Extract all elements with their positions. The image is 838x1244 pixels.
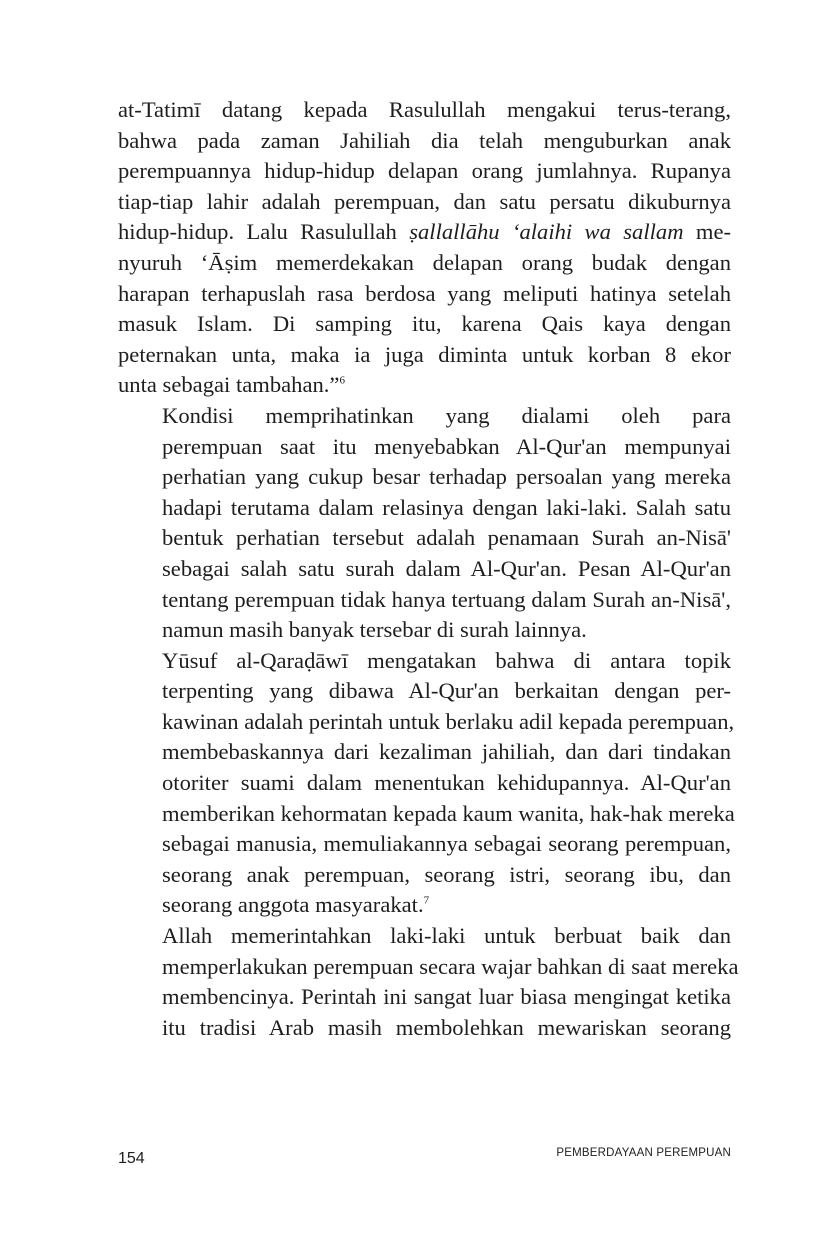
- running-title: PEMBERDAYAAN PEREMPUAN: [556, 1147, 731, 1159]
- text-line: seorang anak perempuan, seorang istri, seorang ibu, dan: [162, 861, 731, 887]
- text-line: itu tradisi Arab masih membolehkan mewariskan seorang: [162, 1014, 731, 1040]
- text-fragment: me-: [683, 219, 731, 245]
- paragraph-3: [118, 646, 735, 921]
- text-line: sebagai salah satu surah dalam Al-Qur'an. Pesan Al-Qur'an: [162, 555, 731, 581]
- text-line: perempuan saat itu menyebabkan Al-Qur'an mempunyai: [162, 433, 731, 459]
- page-number: 154: [118, 1150, 145, 1167]
- text-line: hadapi terutama dalam relasinya dengan laki-laki. Salah satu: [162, 494, 731, 520]
- text-line: memperlakukan perempuan secara wajar bahkan di saat mereka: [162, 953, 739, 979]
- text-line: membencinya. Perintah ini sangat luar biasa mengingat ketika: [162, 984, 731, 1010]
- text-line: masuk Islam. Di samping itu, karena Qais kaya dengan: [118, 311, 731, 337]
- text-line: terpenting yang dibawa Al-Qur'an berkaitan dengan per-: [162, 678, 731, 704]
- paragraph-2: [118, 401, 731, 646]
- text-line: [118, 370, 731, 401]
- text-line: nyuruh ‘Āṣim memerdekakan delapan orang budak dengan: [118, 249, 731, 275]
- text-line: otoriter suami dalam menentukan kehidupannya. Al-Qur'an: [162, 770, 731, 796]
- text-line: harapan terhapuslah rasa berdosa yang meliputi hatinya setelah: [118, 280, 731, 306]
- page-body: [118, 95, 739, 1043]
- text-line: bahwa pada zaman Jahiliah dia telah menguburkan anak: [118, 127, 731, 153]
- text-line: Allah memerintahkan laki-laki untuk berbuat baik dan: [162, 923, 731, 949]
- text-line: Kondisi memprihatinkan yang dialami oleh para: [162, 402, 731, 428]
- text-line: Yūsuf al-Qaraḍāwī mengatakan bahwa di antara topik: [162, 647, 731, 673]
- text-line: kawinan adalah perintah untuk berlaku adil kepada perempuan,: [162, 708, 735, 734]
- text-line: tiap-tiap lahir adalah perempuan, dan satu persatu dikuburnya: [118, 188, 731, 214]
- footnote-marker[interactable]: 6: [339, 374, 345, 387]
- text-fragment: unta sebagai tambahan.”: [118, 372, 340, 398]
- text-line: namun masih banyak tersebar di surah lainnya.: [162, 617, 587, 643]
- italic-honorific: ṣallallāhu ‘alaihi wa sallam: [409, 219, 684, 245]
- text-fragment: hidup-hidup. Lalu Rasulullah: [118, 219, 410, 245]
- text-line: [118, 217, 731, 248]
- text-line: peternakan unta, maka ia juga diminta untuk korban 8 ekor: [118, 341, 731, 367]
- text-line: membebaskannya dari kezaliman jahiliah, dan dari tindakan: [162, 739, 731, 765]
- footnote-marker[interactable]: 7: [423, 894, 430, 907]
- text-line: sebagai manusia, memuliakannya sebagai seorang perempuan,: [162, 831, 731, 857]
- text-line: memberikan kehormatan kepada kaum wanita, hak-hak mereka: [162, 800, 735, 826]
- text-line: perhatian yang cukup besar terhadap persoalan yang mereka: [162, 464, 731, 490]
- text-fragment: seorang anggota masyarakat.: [162, 892, 424, 918]
- text-line: [118, 890, 731, 921]
- paragraph-4: [118, 921, 739, 1043]
- text-line: tentang perempuan tidak hanya tertuang dalam Surah an-Nisā',: [162, 586, 731, 612]
- text-line: at-Tatimī datang kepada Rasulullah mengakui terus-terang,: [118, 97, 731, 122]
- text-line: perempuannya hidup-hidup delapan orang jumlahnya. Rupanya: [118, 158, 731, 184]
- paragraph-1: [118, 95, 731, 401]
- text-line: bentuk perhatian tersebut adalah penamaan Surah an-Nisā': [162, 525, 731, 551]
